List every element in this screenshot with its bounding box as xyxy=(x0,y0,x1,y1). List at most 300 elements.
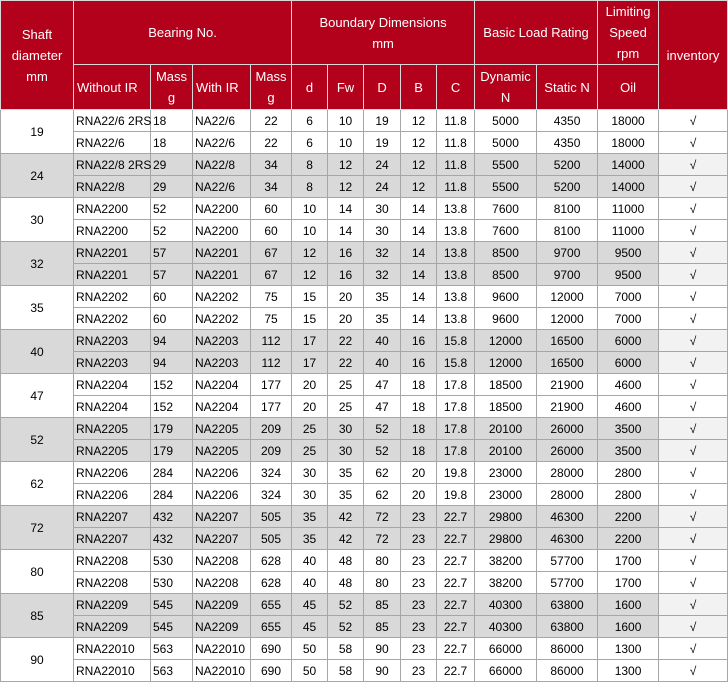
dim-fw-cell: 12 xyxy=(328,154,364,176)
dim-fw-cell: 12 xyxy=(328,176,364,198)
mass-with-ir-cell: 75 xyxy=(251,308,292,330)
mass-with-ir-cell: 34 xyxy=(251,176,292,198)
dim-c-cell: 17.8 xyxy=(437,440,475,462)
dim-outer-d-cell: 80 xyxy=(364,572,401,594)
dim-c-cell: 22.7 xyxy=(437,638,475,660)
mass-with-ir-cell: 209 xyxy=(251,418,292,440)
part-with-ir-cell: NA2208 xyxy=(193,550,251,572)
dim-c-cell: 17.8 xyxy=(437,374,475,396)
dim-outer-d-cell: 47 xyxy=(364,396,401,418)
dim-fw-cell: 16 xyxy=(328,264,364,286)
dim-fw-cell: 14 xyxy=(328,198,364,220)
speed-oil-cell: 3500 xyxy=(598,440,659,462)
dim-c-cell: 22.7 xyxy=(437,616,475,638)
speed-oil-cell: 1300 xyxy=(598,660,659,682)
table-row xyxy=(1,484,728,506)
shaft-diameter-cell: 72 xyxy=(1,506,74,550)
speed-oil-cell: 1300 xyxy=(598,638,659,660)
dim-b-cell: 23 xyxy=(401,572,437,594)
load-dynamic-cell: 8500 xyxy=(475,264,537,286)
speed-oil-cell: 1700 xyxy=(598,572,659,594)
mass-with-ir-cell: 75 xyxy=(251,286,292,308)
header-dynamic: Dynamic N xyxy=(475,65,537,110)
speed-oil-cell: 7000 xyxy=(598,286,659,308)
dim-outer-d-cell: 90 xyxy=(364,638,401,660)
speed-oil-cell: 2800 xyxy=(598,484,659,506)
shaft-diameter-cell: 90 xyxy=(1,638,74,682)
dim-c-cell: 22.7 xyxy=(437,550,475,572)
table-row xyxy=(1,308,728,330)
mass-without-ir-cell: 530 xyxy=(151,550,193,572)
dim-outer-d-cell: 72 xyxy=(364,528,401,550)
dim-b-cell: 16 xyxy=(401,352,437,374)
inventory-check-cell: √ xyxy=(659,220,728,242)
part-with-ir-cell: NA2201 xyxy=(193,264,251,286)
part-without-ir-cell: RNA2203 xyxy=(74,330,151,352)
dim-outer-d-cell: 32 xyxy=(364,242,401,264)
header-oil: Oil xyxy=(598,65,659,110)
load-static-cell: 86000 xyxy=(537,660,598,682)
dim-d-cell: 17 xyxy=(292,330,328,352)
part-without-ir-cell: RNA2204 xyxy=(74,374,151,396)
inventory-check-cell: √ xyxy=(659,154,728,176)
mass-with-ir-cell: 655 xyxy=(251,616,292,638)
part-with-ir-cell: NA2204 xyxy=(193,374,251,396)
dim-outer-d-cell: 35 xyxy=(364,308,401,330)
inventory-check-cell: √ xyxy=(659,440,728,462)
header-outer-d: D xyxy=(364,65,401,110)
header-static: Static N xyxy=(537,65,598,110)
shaft-diameter-cell: 35 xyxy=(1,286,74,330)
load-dynamic-cell: 29800 xyxy=(475,506,537,528)
speed-oil-cell: 2800 xyxy=(598,462,659,484)
dim-b-cell: 16 xyxy=(401,330,437,352)
part-with-ir-cell: NA2205 xyxy=(193,418,251,440)
table-row xyxy=(1,110,728,132)
dim-d-cell: 45 xyxy=(292,594,328,616)
part-with-ir-cell: NA22/8 xyxy=(193,154,251,176)
load-dynamic-cell: 5500 xyxy=(475,154,537,176)
header-basic-load-rating: Basic Load Rating xyxy=(475,1,598,65)
part-with-ir-cell: NA2205 xyxy=(193,440,251,462)
speed-oil-cell: 1600 xyxy=(598,616,659,638)
load-static-cell: 5200 xyxy=(537,154,598,176)
inventory-check-cell: √ xyxy=(659,242,728,264)
dim-fw-cell: 25 xyxy=(328,374,364,396)
mass-with-ir-cell: 628 xyxy=(251,550,292,572)
part-without-ir-cell: RNA2201 xyxy=(74,242,151,264)
load-static-cell: 57700 xyxy=(537,550,598,572)
load-dynamic-cell: 23000 xyxy=(475,462,537,484)
dim-d-cell: 15 xyxy=(292,286,328,308)
speed-oil-cell: 11000 xyxy=(598,198,659,220)
shaft-diameter-cell: 52 xyxy=(1,418,74,462)
dim-b-cell: 12 xyxy=(401,110,437,132)
inventory-check-cell: √ xyxy=(659,374,728,396)
mass-without-ir-cell: 284 xyxy=(151,462,193,484)
load-static-cell: 9700 xyxy=(537,264,598,286)
mass-with-ir-cell: 628 xyxy=(251,572,292,594)
dim-outer-d-cell: 40 xyxy=(364,330,401,352)
mass-without-ir-cell: 432 xyxy=(151,506,193,528)
shaft-diameter-cell: 19 xyxy=(1,110,74,154)
dim-fw-cell: 14 xyxy=(328,220,364,242)
table-row xyxy=(1,660,728,682)
inventory-check-cell: √ xyxy=(659,198,728,220)
part-with-ir-cell: NA2204 xyxy=(193,396,251,418)
dim-c-cell: 22.7 xyxy=(437,660,475,682)
dim-c-cell: 22.7 xyxy=(437,594,475,616)
table-row xyxy=(1,352,728,374)
dim-b-cell: 23 xyxy=(401,528,437,550)
dim-fw-cell: 35 xyxy=(328,462,364,484)
part-with-ir-cell: NA2201 xyxy=(193,242,251,264)
dim-outer-d-cell: 40 xyxy=(364,352,401,374)
load-static-cell: 57700 xyxy=(537,572,598,594)
speed-oil-cell: 14000 xyxy=(598,176,659,198)
table-row xyxy=(1,154,728,176)
dim-d-cell: 50 xyxy=(292,660,328,682)
table-body xyxy=(1,110,728,682)
load-dynamic-cell: 7600 xyxy=(475,220,537,242)
dim-d-cell: 30 xyxy=(292,462,328,484)
dim-d-cell: 30 xyxy=(292,484,328,506)
dim-c-cell: 11.8 xyxy=(437,154,475,176)
dim-b-cell: 12 xyxy=(401,176,437,198)
table-row xyxy=(1,506,728,528)
mass-with-ir-cell: 22 xyxy=(251,110,292,132)
speed-oil-cell: 6000 xyxy=(598,330,659,352)
part-without-ir-cell: RNA2208 xyxy=(74,572,151,594)
part-without-ir-cell: RNA2205 xyxy=(74,418,151,440)
load-dynamic-cell: 7600 xyxy=(475,198,537,220)
dim-d-cell: 20 xyxy=(292,374,328,396)
dim-c-cell: 11.8 xyxy=(437,132,475,154)
part-with-ir-cell: NA2203 xyxy=(193,352,251,374)
load-static-cell: 16500 xyxy=(537,352,598,374)
mass-without-ir-cell: 57 xyxy=(151,264,193,286)
dim-c-cell: 13.8 xyxy=(437,286,475,308)
dim-b-cell: 18 xyxy=(401,418,437,440)
table-row xyxy=(1,550,728,572)
dim-fw-cell: 22 xyxy=(328,352,364,374)
dim-fw-cell: 22 xyxy=(328,330,364,352)
dim-c-cell: 22.7 xyxy=(437,528,475,550)
dim-b-cell: 18 xyxy=(401,396,437,418)
load-dynamic-cell: 18500 xyxy=(475,374,537,396)
dim-fw-cell: 10 xyxy=(328,132,364,154)
inventory-check-cell: √ xyxy=(659,484,728,506)
load-static-cell: 16500 xyxy=(537,330,598,352)
header-with-ir: With IR xyxy=(193,65,251,110)
dim-fw-cell: 25 xyxy=(328,396,364,418)
dim-d-cell: 10 xyxy=(292,220,328,242)
table-row xyxy=(1,330,728,352)
dim-outer-d-cell: 30 xyxy=(364,198,401,220)
dim-c-cell: 19.8 xyxy=(437,462,475,484)
inventory-check-cell: √ xyxy=(659,352,728,374)
dim-d-cell: 45 xyxy=(292,616,328,638)
part-without-ir-cell: RNA2209 xyxy=(74,616,151,638)
mass-without-ir-cell: 152 xyxy=(151,396,193,418)
inventory-check-cell: √ xyxy=(659,330,728,352)
dim-d-cell: 15 xyxy=(292,308,328,330)
table-header xyxy=(1,1,728,110)
table-row xyxy=(1,440,728,462)
mass-without-ir-cell: 563 xyxy=(151,660,193,682)
speed-oil-cell: 18000 xyxy=(598,132,659,154)
dim-fw-cell: 58 xyxy=(328,660,364,682)
speed-oil-cell: 1600 xyxy=(598,594,659,616)
dim-d-cell: 40 xyxy=(292,572,328,594)
dim-b-cell: 23 xyxy=(401,594,437,616)
inventory-check-cell: √ xyxy=(659,506,728,528)
speed-oil-cell: 18000 xyxy=(598,110,659,132)
mass-with-ir-cell: 22 xyxy=(251,132,292,154)
dim-fw-cell: 30 xyxy=(328,440,364,462)
header-d: d xyxy=(292,65,328,110)
dim-d-cell: 35 xyxy=(292,506,328,528)
dim-d-cell: 17 xyxy=(292,352,328,374)
inventory-check-cell: √ xyxy=(659,110,728,132)
dim-outer-d-cell: 19 xyxy=(364,110,401,132)
mass-with-ir-cell: 324 xyxy=(251,462,292,484)
part-without-ir-cell: RNA2201 xyxy=(74,264,151,286)
dim-fw-cell: 52 xyxy=(328,594,364,616)
mass-with-ir-cell: 112 xyxy=(251,330,292,352)
load-static-cell: 46300 xyxy=(537,528,598,550)
part-with-ir-cell: NA22010 xyxy=(193,638,251,660)
header-shaft-diameter: Shaft diameter mm xyxy=(1,1,74,110)
part-without-ir-cell: RNA2200 xyxy=(74,220,151,242)
table-row xyxy=(1,528,728,550)
table-row xyxy=(1,616,728,638)
dim-b-cell: 14 xyxy=(401,308,437,330)
mass-without-ir-cell: 18 xyxy=(151,132,193,154)
mass-with-ir-cell: 177 xyxy=(251,396,292,418)
part-with-ir-cell: NA2203 xyxy=(193,330,251,352)
dim-b-cell: 23 xyxy=(401,616,437,638)
table-row xyxy=(1,594,728,616)
load-static-cell: 8100 xyxy=(537,220,598,242)
mass-without-ir-cell: 52 xyxy=(151,198,193,220)
header-inventory: inventory xyxy=(659,1,728,110)
mass-with-ir-cell: 209 xyxy=(251,440,292,462)
mass-with-ir-cell: 60 xyxy=(251,220,292,242)
part-without-ir-cell: RNA2200 xyxy=(74,198,151,220)
dim-fw-cell: 42 xyxy=(328,506,364,528)
load-dynamic-cell: 40300 xyxy=(475,616,537,638)
load-dynamic-cell: 18500 xyxy=(475,396,537,418)
mass-without-ir-cell: 29 xyxy=(151,176,193,198)
shaft-diameter-cell: 40 xyxy=(1,330,74,374)
part-without-ir-cell: RNA2202 xyxy=(74,286,151,308)
dim-fw-cell: 16 xyxy=(328,242,364,264)
part-with-ir-cell: NA2200 xyxy=(193,220,251,242)
part-with-ir-cell: NA2207 xyxy=(193,528,251,550)
dim-c-cell: 15.8 xyxy=(437,352,475,374)
mass-without-ir-cell: 432 xyxy=(151,528,193,550)
shaft-diameter-cell: 62 xyxy=(1,462,74,506)
part-with-ir-cell: NA22/6 xyxy=(193,110,251,132)
load-static-cell: 46300 xyxy=(537,506,598,528)
load-dynamic-cell: 38200 xyxy=(475,550,537,572)
shaft-diameter-cell: 47 xyxy=(1,374,74,418)
mass-without-ir-cell: 545 xyxy=(151,594,193,616)
mass-without-ir-cell: 284 xyxy=(151,484,193,506)
part-with-ir-cell: NA2207 xyxy=(193,506,251,528)
speed-oil-cell: 2200 xyxy=(598,528,659,550)
dim-c-cell: 17.8 xyxy=(437,418,475,440)
dim-c-cell: 17.8 xyxy=(437,396,475,418)
dim-fw-cell: 30 xyxy=(328,418,364,440)
shaft-diameter-cell: 30 xyxy=(1,198,74,242)
load-dynamic-cell: 20100 xyxy=(475,418,537,440)
shaft-diameter-cell: 85 xyxy=(1,594,74,638)
load-dynamic-cell: 9600 xyxy=(475,286,537,308)
load-dynamic-cell: 5500 xyxy=(475,176,537,198)
part-without-ir-cell: RNA2208 xyxy=(74,550,151,572)
mass-without-ir-cell: 179 xyxy=(151,418,193,440)
part-with-ir-cell: NA22010 xyxy=(193,660,251,682)
dim-outer-d-cell: 30 xyxy=(364,220,401,242)
mass-with-ir-cell: 34 xyxy=(251,154,292,176)
speed-oil-cell: 14000 xyxy=(598,154,659,176)
dim-c-cell: 22.7 xyxy=(437,572,475,594)
shaft-diameter-cell: 24 xyxy=(1,154,74,198)
dim-outer-d-cell: 47 xyxy=(364,374,401,396)
dim-fw-cell: 48 xyxy=(328,572,364,594)
table-row xyxy=(1,374,728,396)
dim-c-cell: 13.8 xyxy=(437,220,475,242)
dim-fw-cell: 48 xyxy=(328,550,364,572)
load-static-cell: 28000 xyxy=(537,462,598,484)
inventory-check-cell: √ xyxy=(659,660,728,682)
dim-b-cell: 20 xyxy=(401,484,437,506)
part-without-ir-cell: RNA22/6 2RS xyxy=(74,110,151,132)
load-dynamic-cell: 38200 xyxy=(475,572,537,594)
mass-with-ir-cell: 177 xyxy=(251,374,292,396)
mass-without-ir-cell: 57 xyxy=(151,242,193,264)
inventory-check-cell: √ xyxy=(659,132,728,154)
speed-oil-cell: 9500 xyxy=(598,242,659,264)
dim-outer-d-cell: 62 xyxy=(364,462,401,484)
dim-outer-d-cell: 35 xyxy=(364,286,401,308)
load-static-cell: 8100 xyxy=(537,198,598,220)
dim-outer-d-cell: 19 xyxy=(364,132,401,154)
dim-outer-d-cell: 24 xyxy=(364,176,401,198)
load-dynamic-cell: 12000 xyxy=(475,330,537,352)
speed-oil-cell: 6000 xyxy=(598,352,659,374)
dim-d-cell: 8 xyxy=(292,154,328,176)
dim-b-cell: 23 xyxy=(401,550,437,572)
mass-without-ir-cell: 152 xyxy=(151,374,193,396)
part-with-ir-cell: NA2209 xyxy=(193,594,251,616)
mass-with-ir-cell: 690 xyxy=(251,660,292,682)
dim-b-cell: 18 xyxy=(401,440,437,462)
inventory-check-cell: √ xyxy=(659,418,728,440)
dim-b-cell: 14 xyxy=(401,264,437,286)
dim-d-cell: 20 xyxy=(292,396,328,418)
mass-without-ir-cell: 52 xyxy=(151,220,193,242)
dim-outer-d-cell: 72 xyxy=(364,506,401,528)
inventory-check-cell: √ xyxy=(659,264,728,286)
part-without-ir-cell: RNA2207 xyxy=(74,506,151,528)
dim-b-cell: 12 xyxy=(401,154,437,176)
header-without-ir: Without IR xyxy=(74,65,151,110)
load-dynamic-cell: 66000 xyxy=(475,638,537,660)
inventory-check-cell: √ xyxy=(659,594,728,616)
mass-without-ir-cell: 94 xyxy=(151,330,193,352)
part-with-ir-cell: NA2200 xyxy=(193,198,251,220)
dim-c-cell: 15.8 xyxy=(437,330,475,352)
mass-with-ir-cell: 67 xyxy=(251,242,292,264)
dim-d-cell: 6 xyxy=(292,110,328,132)
dim-c-cell: 13.8 xyxy=(437,308,475,330)
header-boundary-dimensions: Boundary Dimensions mm xyxy=(292,1,475,65)
table-row xyxy=(1,462,728,484)
mass-with-ir-cell: 505 xyxy=(251,506,292,528)
dim-d-cell: 25 xyxy=(292,440,328,462)
mass-with-ir-cell: 112 xyxy=(251,352,292,374)
load-dynamic-cell: 5000 xyxy=(475,110,537,132)
dim-c-cell: 13.8 xyxy=(437,198,475,220)
load-static-cell: 12000 xyxy=(537,308,598,330)
part-without-ir-cell: RNA2205 xyxy=(74,440,151,462)
dim-fw-cell: 10 xyxy=(328,110,364,132)
inventory-check-cell: √ xyxy=(659,572,728,594)
part-without-ir-cell: RNA2209 xyxy=(74,594,151,616)
dim-d-cell: 40 xyxy=(292,550,328,572)
dim-outer-d-cell: 80 xyxy=(364,550,401,572)
load-dynamic-cell: 8500 xyxy=(475,242,537,264)
speed-oil-cell: 11000 xyxy=(598,220,659,242)
mass-with-ir-cell: 60 xyxy=(251,198,292,220)
mass-without-ir-cell: 563 xyxy=(151,638,193,660)
mass-with-ir-cell: 505 xyxy=(251,528,292,550)
shaft-diameter-cell: 32 xyxy=(1,242,74,286)
inventory-check-cell: √ xyxy=(659,176,728,198)
dim-fw-cell: 58 xyxy=(328,638,364,660)
dim-b-cell: 18 xyxy=(401,374,437,396)
part-with-ir-cell: NA2209 xyxy=(193,616,251,638)
table-row xyxy=(1,638,728,660)
table-row xyxy=(1,242,728,264)
header-mass-with-ir: Mass g xyxy=(251,65,292,110)
mass-with-ir-cell: 324 xyxy=(251,484,292,506)
mass-without-ir-cell: 545 xyxy=(151,616,193,638)
inventory-check-cell: √ xyxy=(659,462,728,484)
speed-oil-cell: 4600 xyxy=(598,374,659,396)
mass-without-ir-cell: 179 xyxy=(151,440,193,462)
load-static-cell: 86000 xyxy=(537,638,598,660)
load-dynamic-cell: 9600 xyxy=(475,308,537,330)
part-with-ir-cell: NA2206 xyxy=(193,484,251,506)
load-dynamic-cell: 5000 xyxy=(475,132,537,154)
speed-oil-cell: 2200 xyxy=(598,506,659,528)
dim-outer-d-cell: 62 xyxy=(364,484,401,506)
speed-oil-cell: 4600 xyxy=(598,396,659,418)
dim-outer-d-cell: 52 xyxy=(364,440,401,462)
inventory-check-cell: √ xyxy=(659,616,728,638)
dim-b-cell: 23 xyxy=(401,506,437,528)
dim-outer-d-cell: 32 xyxy=(364,264,401,286)
load-dynamic-cell: 29800 xyxy=(475,528,537,550)
table-row xyxy=(1,418,728,440)
load-dynamic-cell: 66000 xyxy=(475,660,537,682)
part-with-ir-cell: NA22/6 xyxy=(193,132,251,154)
dim-b-cell: 23 xyxy=(401,638,437,660)
